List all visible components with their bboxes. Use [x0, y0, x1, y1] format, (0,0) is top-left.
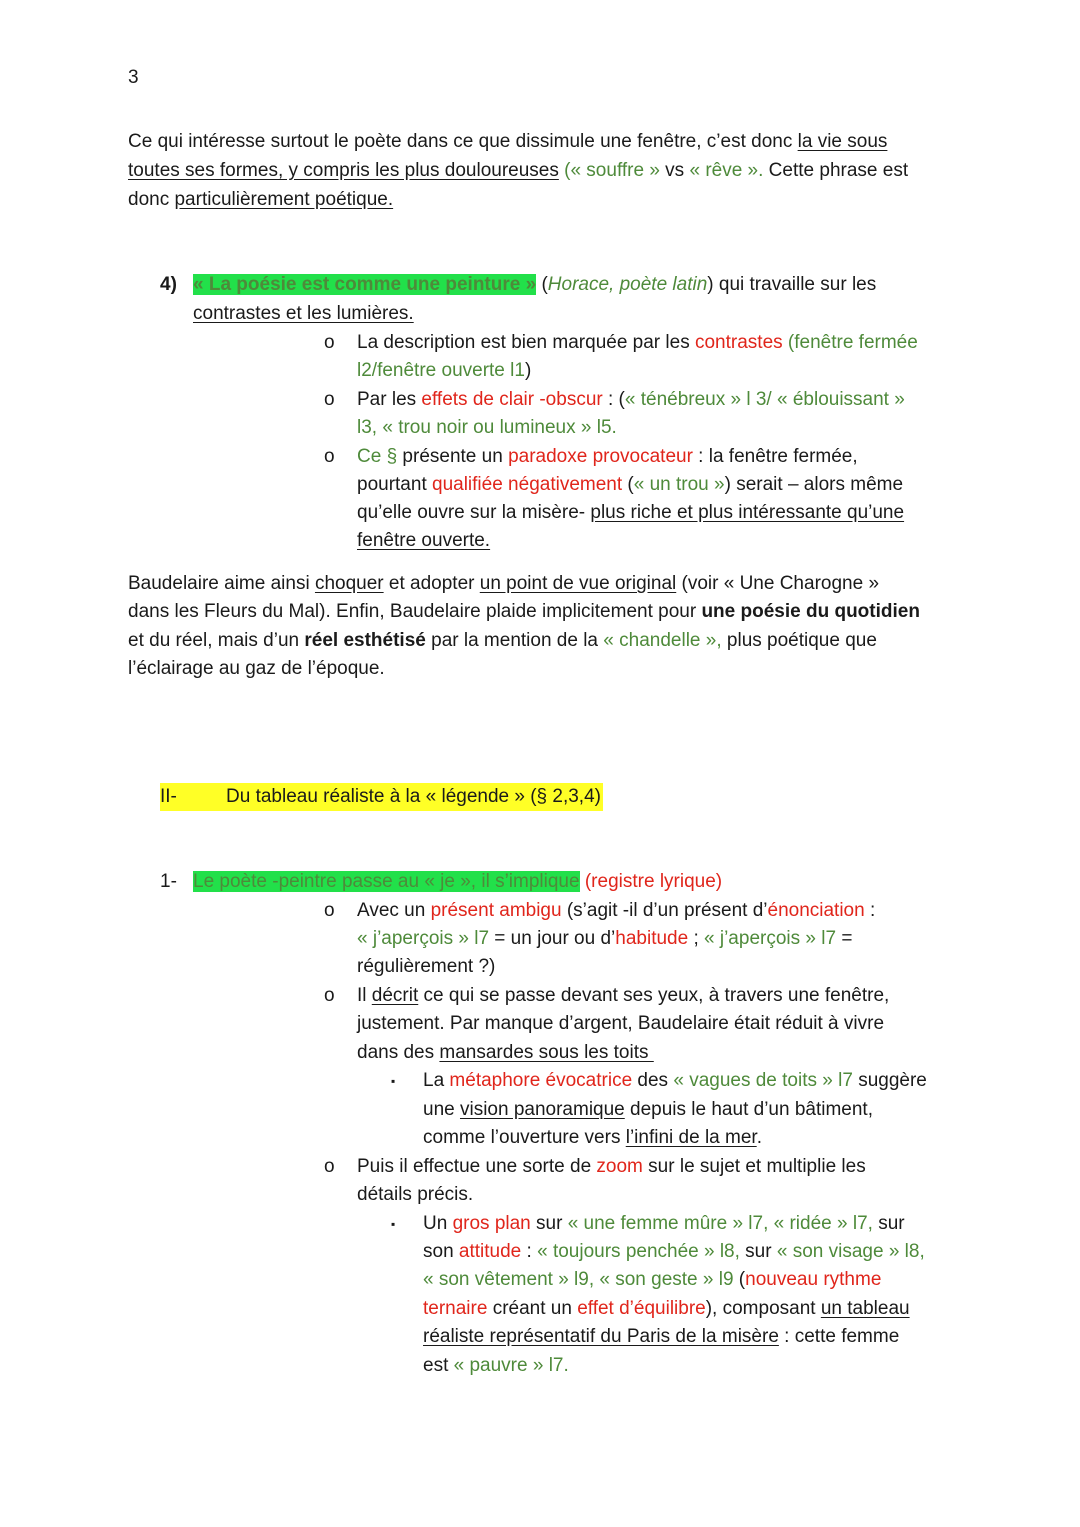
text: et adopter — [383, 573, 480, 594]
part-2-heading — [160, 783, 603, 811]
keyword: attitude — [458, 1241, 522, 1262]
quote-text: « pauvre » l7. — [453, 1355, 569, 1376]
text: : — [864, 900, 876, 921]
sub1-t-line-2 — [423, 1238, 925, 1266]
sub1-c-line-2: justement. Par manque d’argent, Baudelaire était réduit à vivre — [357, 1013, 885, 1034]
sub1-c-line-3 — [357, 1039, 654, 1067]
underlined-text: vision panoramique — [459, 1099, 625, 1120]
keyword: (registre lyrique) — [579, 871, 723, 892]
text: donc — [128, 189, 175, 210]
section-4-line-2: contrastes et les lumières. — [193, 303, 414, 324]
highlighted-heading: Le poète -peintre passe au « je », il s’implique — [193, 871, 580, 892]
text: ce qui se passe devant ses yeux, à travers une fenêtre, — [418, 985, 890, 1006]
text: dans les Fleurs du Mal). Enfin, Baudelaire plaide implicitement pour — [128, 601, 702, 622]
keyword: métaphore évocatrice — [449, 1070, 633, 1091]
circle-bullet-icon: o — [324, 985, 335, 1006]
part-number: II- — [160, 786, 177, 807]
sub1-a-line-1 — [357, 897, 875, 925]
text: sur — [530, 1213, 568, 1234]
sub1-t-line-5 — [423, 1323, 899, 1351]
text: ( — [536, 274, 548, 295]
keyword: effets de clair -obscur — [421, 389, 603, 410]
quote-text: « ténébreux » l 3/ « éblouissant » — [624, 389, 905, 410]
sub1-t-line-1 — [423, 1210, 905, 1238]
bullet-3-line-2 — [357, 471, 903, 499]
text: Cette phrase est — [763, 160, 909, 181]
highlighted-quote: « La poésie est comme une peinture » — [193, 274, 537, 295]
text: Avec un — [357, 900, 431, 921]
para2-line-4: l’éclairage au gaz de l’époque. — [128, 658, 385, 679]
keyword: contrastes — [694, 332, 783, 353]
bullet-2-line-1 — [357, 386, 905, 414]
underlined-text: réaliste représentatif du Paris de la misère — [423, 1326, 779, 1347]
bullet-3-line-4: fenêtre ouverte. — [357, 530, 491, 551]
circle-bullet-icon: o — [324, 446, 335, 467]
text: suggère — [852, 1070, 927, 1091]
intro-line-3 — [128, 186, 393, 214]
sub1-d-line-1 — [357, 1153, 866, 1181]
keyword: habitude — [615, 928, 689, 949]
sub1-s-line-1 — [423, 1067, 927, 1095]
sub1-t-line-6 — [423, 1352, 569, 1380]
quote-text: « vagues de toits » l7 — [673, 1070, 853, 1091]
underlined-text: mansardes sous les toits — [439, 1042, 654, 1063]
sub1-c-line-1 — [357, 982, 889, 1010]
sub-1-heading — [160, 868, 722, 896]
text: Baudelaire aime ainsi — [128, 573, 315, 594]
text: dans des — [357, 1042, 440, 1063]
keyword: gros plan — [452, 1213, 531, 1234]
keyword: nouveau rythme — [745, 1269, 882, 1290]
bullet-1-line-1 — [357, 329, 918, 357]
quote-text: « une femme mûre » l7, « ridée » l7, — [567, 1213, 873, 1234]
sub1-a-line-3: régulièrement ?) — [357, 956, 496, 977]
text: ) serait – alors même — [724, 474, 904, 495]
underlined-text: toutes ses formes, y compris les plus douloureuses — [128, 160, 559, 181]
bold-text: une poésie du quotidien — [701, 601, 920, 622]
keyword: zoom — [596, 1156, 643, 1177]
quote-text: « j’aperçois » l7 — [704, 928, 837, 949]
sub1-t-line-3 — [423, 1266, 881, 1294]
text: vs — [659, 160, 690, 181]
circle-bullet-icon: o — [324, 900, 335, 921]
underlined-text: un tableau — [820, 1298, 910, 1319]
text: pourtant — [357, 474, 432, 495]
para2-line-1 — [128, 570, 879, 598]
text: : ( — [602, 389, 625, 410]
intro-line-1 — [128, 128, 887, 156]
text: (s’agit -il d’un présent d’ — [561, 900, 768, 921]
text: sur — [739, 1241, 777, 1262]
text: sur — [872, 1213, 905, 1234]
section-4-line-1 — [160, 271, 876, 299]
quote-text: (fenêtre fermée — [782, 332, 918, 353]
text: par la mention de la — [425, 630, 604, 651]
text: ), composant — [705, 1298, 821, 1319]
text: sur le sujet et multiplie les — [642, 1156, 866, 1177]
sub1-s-line-2 — [423, 1096, 873, 1124]
keyword: ternaire — [423, 1298, 488, 1319]
quote-text: « chandelle », — [603, 630, 722, 651]
text: Il — [357, 985, 372, 1006]
text: ( — [622, 474, 634, 495]
intro-line-2 — [128, 157, 908, 185]
para2-line-3 — [128, 627, 877, 655]
quote-text: « j’aperçois » l7 — [357, 928, 490, 949]
text: plus poétique que — [721, 630, 877, 651]
text: comme l’ouverture vers — [423, 1127, 626, 1148]
citation: Horace, poète latin — [547, 274, 708, 295]
circle-bullet-icon: o — [324, 1156, 335, 1177]
quote-text: l2/fenêtre ouverte l1 — [357, 360, 525, 381]
text: . — [756, 1127, 762, 1148]
text: est — [423, 1355, 454, 1376]
quote-text: « son visage » l8, — [776, 1241, 925, 1262]
sub1-d-line-2: détails précis. — [357, 1184, 474, 1205]
quote-text: (« souffre » — [558, 160, 660, 181]
text: La description est bien marquée par les — [357, 332, 695, 353]
text: qu’elle ouvre sur la misère- — [357, 502, 591, 523]
bullet-1-line-2 — [357, 357, 531, 385]
bold-text: réel esthétisé — [304, 630, 426, 651]
bullet-3-line-1 — [357, 443, 858, 471]
text: La — [423, 1070, 450, 1091]
text: : cette femme — [778, 1326, 900, 1347]
text: (voir « Une Charogne » — [676, 573, 880, 594]
keyword: énonciation — [767, 900, 865, 921]
square-bullet-icon: ▪ — [391, 1217, 396, 1231]
keyword: paradoxe provocateur — [508, 446, 693, 467]
text: des — [632, 1070, 674, 1091]
underlined-text: un point de vue original — [479, 573, 677, 594]
text: = un jour ou d’ — [489, 928, 616, 949]
circle-bullet-icon: o — [324, 332, 335, 353]
text: Puis il effectue une sorte de — [357, 1156, 597, 1177]
text: et du réel, mais d’un — [128, 630, 305, 651]
underlined-text: choquer — [314, 573, 384, 594]
sub1-t-line-4 — [423, 1295, 910, 1323]
text: son — [423, 1241, 459, 1262]
bullet-3-line-3 — [357, 499, 904, 527]
underlined-text: l’infini de la mer — [625, 1127, 757, 1148]
keyword: qualifiée négativement — [432, 474, 623, 495]
text: = — [836, 928, 853, 949]
text: : la fenêtre fermée, — [692, 446, 858, 467]
text: ( — [733, 1269, 746, 1290]
keyword: présent ambigu — [430, 900, 562, 921]
text: ) — [524, 360, 532, 381]
underlined-text: décrit — [371, 985, 419, 1006]
underlined-text: la vie sous — [797, 131, 888, 152]
quote-text: « toujours penchée » l8, — [537, 1241, 740, 1262]
keyword: effet d’équilibre — [577, 1298, 706, 1319]
para2-line-2 — [128, 598, 920, 626]
section-number: 4) — [160, 274, 177, 295]
text: ) qui travaille sur les — [707, 274, 877, 295]
underlined-text: particulièrement poétique. — [174, 189, 394, 210]
text: : — [521, 1241, 538, 1262]
part-title: Du tableau réaliste à la « légende » (§ 2,3,4) — [226, 786, 601, 807]
text: présente un — [397, 446, 509, 467]
page-number: 3 — [128, 67, 139, 88]
text: Par les — [357, 389, 422, 410]
text: Un — [423, 1213, 453, 1234]
text: ; — [688, 928, 705, 949]
quote-text: « rêve ». — [689, 160, 764, 181]
text: Ce qui intéresse surtout le poète dans ce que dissimule une fenêtre, c’est donc — [128, 131, 798, 152]
text: une — [423, 1099, 460, 1120]
sub1-a-line-2 — [357, 925, 852, 953]
square-bullet-icon: ▪ — [391, 1074, 396, 1088]
circle-bullet-icon: o — [324, 389, 335, 410]
bullet-2-line-2: l3, « trou noir ou lumineux » l5. — [357, 417, 617, 438]
sub1-s-line-3 — [423, 1124, 762, 1152]
quote-text: Ce § — [357, 446, 398, 467]
quote-text: « un trou » — [633, 474, 725, 495]
sub-number: 1- — [160, 871, 177, 892]
quote-text: « son vêtement » l9, « son geste » l9 — [423, 1269, 734, 1290]
text: créant un — [487, 1298, 578, 1319]
text: depuis le haut d’un bâtiment, — [624, 1099, 873, 1120]
underlined-text: plus riche et plus intéressante qu’une — [590, 502, 905, 523]
